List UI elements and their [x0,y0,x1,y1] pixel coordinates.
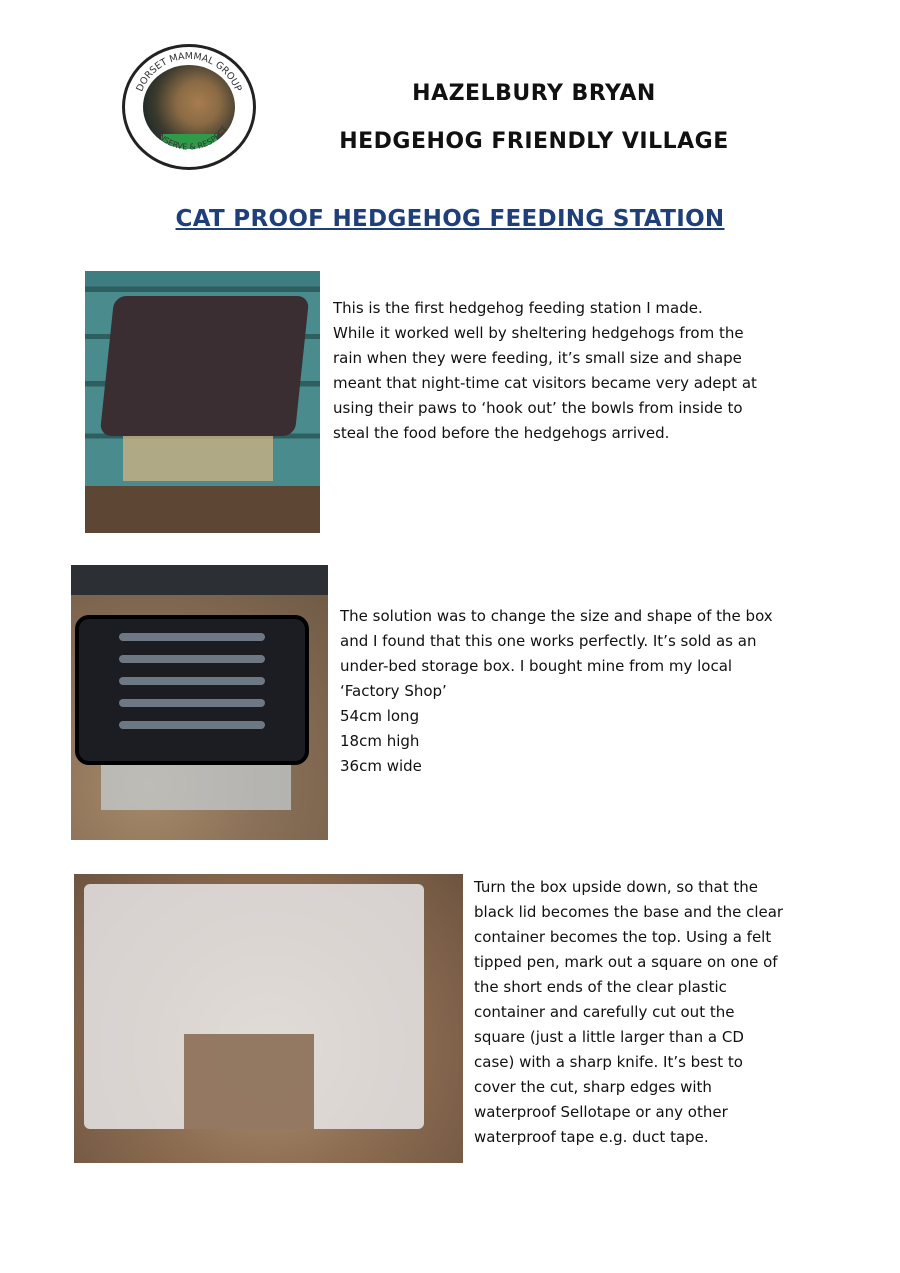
section-2-text [340,604,773,779]
text-line: Turn the box upside down, so that the [474,878,758,896]
upside-down-box-photo [74,874,463,1163]
page-title: CAT PROOF HEDGEHOG FEEDING STATION [175,206,725,232]
dimension-height: 18cm high [340,732,420,750]
text-line: steal the food before the hedgehogs arrived. [333,424,670,442]
text-line: meant that night-time cat visitors became very adept at [333,374,757,392]
text-line: rain when they were feeding, it’s small size and shape [333,349,742,367]
text-line: using their paws to ‘hook out’ the bowls from inside to [333,399,743,417]
dimension-length: 54cm long [340,707,420,725]
text-line: black lid becomes the base and the clear [474,903,784,921]
text-line: container and carefully cut out the [474,1003,735,1021]
text-line: case) with a sharp knife. It’s best to [474,1053,743,1071]
section-1-text [333,296,757,446]
text-line: under-bed storage box. I bought mine from my local [340,657,733,675]
text-line: waterproof tape e.g. duct tape. [474,1128,709,1146]
svg-text:DORSET MAMMAL GROUP: DORSET MAMMAL GROUP [134,50,244,94]
text-line: ‘Factory Shop’ [340,682,447,700]
header-subtitle: HEDGEHOG FRIENDLY VILLAGE [339,129,729,154]
text-line: tipped pen, mark out a square on one of [474,953,778,971]
dimension-width: 36cm wide [340,757,422,775]
text-line: While it worked well by sheltering hedgehogs from the [333,324,744,342]
storage-box-photo [71,565,328,840]
text-line: container becomes the top. Using a felt [474,928,772,946]
header-village-name: HAZELBURY BRYAN [412,81,656,106]
text-line: and I found that this one works perfectly. It’s sold as an [340,632,757,650]
logo-ring-text [125,47,253,167]
text-line: The solution was to change the size and shape of the box [340,607,773,625]
section-3-text [474,875,783,1150]
text-line: waterproof Sellotape or any other [474,1103,728,1121]
text-line: cover the cut, sharp edges with [474,1078,712,1096]
svg-text:CONSERVE & RESPECT: CONSERVE & RESPECT [148,124,230,152]
dorset-mammal-group-logo [122,44,256,170]
first-feeding-station-photo [85,271,320,533]
text-line: This is the first hedgehog feeding station I made. [333,299,703,317]
text-line: the short ends of the clear plastic [474,978,727,996]
text-line: square (just a little larger than a CD [474,1028,744,1046]
